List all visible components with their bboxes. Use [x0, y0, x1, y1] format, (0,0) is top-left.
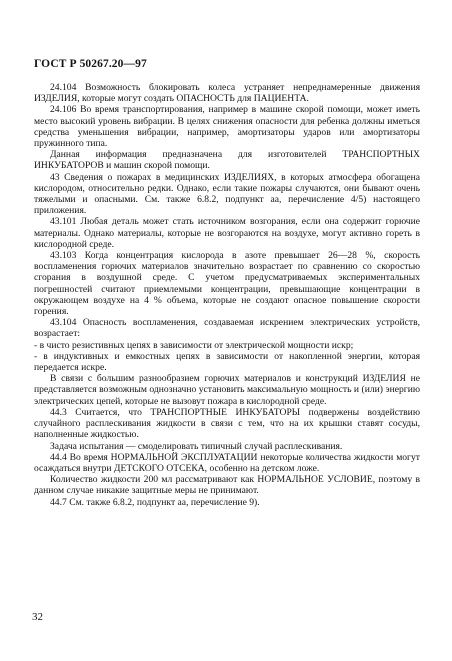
- paragraph-44-7: 44.7 См. также 6.8.2, подпункт аа, перечисление 9).: [50, 496, 260, 508]
- paragraph-43: 43 Сведения о пожарах в медицинских ИЗДЕЛИЯХ, в которых атмосфера обогащена кислородом, относительно редки. Однако, если такие пожары случаются, они бывают очень тяжелыми и опасными. См. также 6.8.2, подпункт аа, перечисление 4/5) настоящего приложения.: [34, 171, 420, 217]
- paragraph-44-3: 44.3 Считается, что ТРАНСПОРТНЫЕ ИНКУБАТОРЫ подвержены воздействию случайного расплескивания жидкости в связи с тем, что на их крышки ставят сосуды, наполненные жидкостью.: [34, 406, 420, 441]
- paragraph-43-101: 43.101 Любая деталь может стать источником возгорания, если она содержит горючие материалы. Однако материалы, которые не возгораются на воздухе, могут активно гореть в кислородной среде.: [34, 216, 420, 250]
- paragraph-liquid-quantity: Количество жидкости 200 мл рассматривают как НОРМАЛЬНОЕ УСЛОВИЕ, поэтому в данном случае никакие защитные меры не принимают.: [34, 474, 420, 497]
- paragraph-test-task: Задача испытания — смоделировать типичный случай расплескивания.: [50, 440, 343, 452]
- document-header: ГОСТ Р 50267.20—97: [34, 58, 147, 70]
- list-item-resistive: - в чисто резистивных цепях в зависимости от электрической мощности искр;: [34, 339, 354, 351]
- paragraph-24-106: 24.106 Во время транспортирования, например в машине скорой помощи, может иметь место высокий уровень вибрации. В целях снижения опасности для ребенка должны иметься средства уменьшения вибрации, например, амортизаторы ударов или амортизаторы пружинного типа.: [34, 104, 420, 150]
- page-number: 32: [32, 611, 43, 623]
- paragraph-variety-materials: В связи с большим разнообразием горючих материалов и конструкций ИЗДЕЛИЯ не представляется возможным однозначно установить максимальную мощность и (или) энергию электрических цепей, которые не вызовут пожара в кислородной среде.: [34, 373, 420, 407]
- list-item-inductive: - в индуктивных и емкостных цепях в зависимости от накопленной энергии, которая передается искре.: [34, 350, 420, 374]
- paragraph-43-103: 43.103 Когда концентрация кислорода в азоте превышает 26—28 %, скорость воспламенения горючих материалов значительно возрастает по сравнению со скоростью сгорания в воздушной среде. С учетом предусматриваемых экспериментальных погрешностей считают приемлемыми концентрации, превышающие концентрации в окружающем воздухе на 4 % объема, которые не создают опасное повышение скорости горения.: [34, 250, 420, 318]
- document-body: [34, 82, 420, 508]
- paragraph-44-4: 44.4 Во время НОРМАЛЬНОЙ ЭКСПЛУАТАЦИИ некоторые количества жидкости могут осаждаться внутри ДЕТСКОГО ОТСЕКА, особенно на детском ложе.: [34, 451, 420, 474]
- paragraph-info-manufacturers: Данная информация предназначена для изготовителей ТРАНСПОРТНЫХ ИНКУБАТОРОВ и машин скорой помощи.: [34, 149, 420, 172]
- paragraph-24-104: 24.104 Возможность блокировать колеса устраняет непреднамеренные движения ИЗДЕЛИЯ, которые могут создать ОПАСНОСТЬ для ПАЦИЕНТА.: [34, 82, 420, 105]
- paragraph-43-104: 43.104 Опасность воспламенения, создаваемая искрением электрических устройств, возрастает:: [34, 317, 420, 340]
